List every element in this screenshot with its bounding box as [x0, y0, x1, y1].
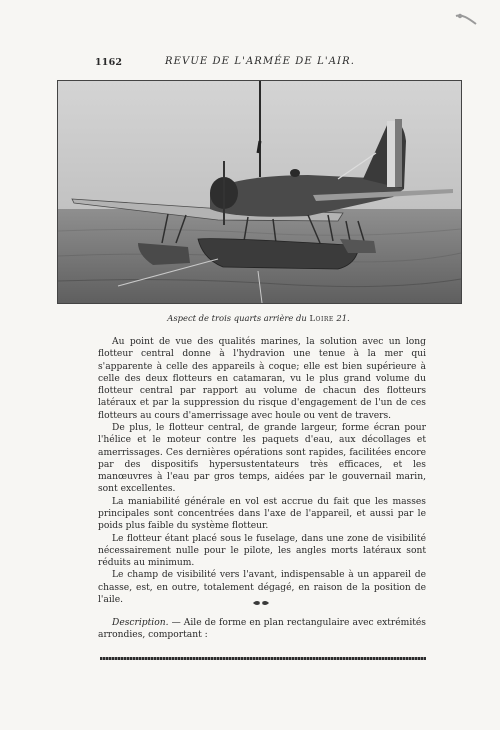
description-text: — Aile de forme en plan rectangulaire avec extrémités arrondies, comportant :	[98, 618, 426, 641]
body-text	[98, 336, 426, 606]
caption-aircraft-name: Loire	[309, 313, 334, 323]
fleuron-ornament-icon	[252, 598, 270, 608]
caption-number: 21.	[333, 313, 350, 323]
seaplane-illustration	[58, 81, 461, 303]
corner-ink-mark	[454, 12, 480, 28]
paragraph-5: Le champ de visibilité vers l'avant, indispensable à un appareil de chasse, est, en outre, totalement dégagé, en raison de la position de l'aile.	[98, 570, 426, 605]
paragraph-1: Au point de vue des qualités marines, la solution avec un long flotteur central donne à l'hydravion une tenue à la mer qui s'apparente à celle des appareils à coque; elle est bien supérieure à celle des deux flotteurs en catamaran, vu le plus grand volume du flotteur central par rapport au volume de chacun des flotteurs latéraux et par la suppression du risque d'engagement de l'un de ces flotteurs au cours d'amerrissage avec houle ou vent de travers.	[98, 337, 426, 421]
paragraph-3: La maniabilité générale en vol est accrue du fait que les masses principales sont concentrées dans l'axe de l'appareil, et aussi par le poids plus faible du système flotteur.	[98, 496, 426, 532]
page-number: 1162	[95, 57, 123, 68]
description-paragraph	[98, 617, 426, 642]
seaplane-photo	[57, 80, 462, 304]
paragraph-2: De plus, le flotteur central, de grande largeur, forme écran pour l'hélice et le moteur contre les paquets d'eau, aux décollages et amerrissages. Ces dernières opérations sont rapides, facilitées encore par des dispositifs hypersustentateurs très efficaces, et les manœuvres à l'eau par gros temps, aidées par le gouvernail marin, sont excellentes.	[98, 422, 426, 495]
description-label: Description.	[112, 618, 169, 628]
running-head: REVUE DE L'ARMÉE DE L'AIR.	[165, 56, 355, 67]
paragraph-4: Le flotteur étant placé sous le fuselage, dans une zone de visibilité nécessairement nulle pour le pilote, les angles morts latéraux sont réduits au minimum.	[98, 533, 426, 569]
figure-caption	[57, 313, 460, 323]
pilot-head	[290, 169, 300, 177]
caption-text: Aspect de trois quarts arrière du	[167, 313, 310, 323]
dotted-rule	[100, 657, 426, 660]
